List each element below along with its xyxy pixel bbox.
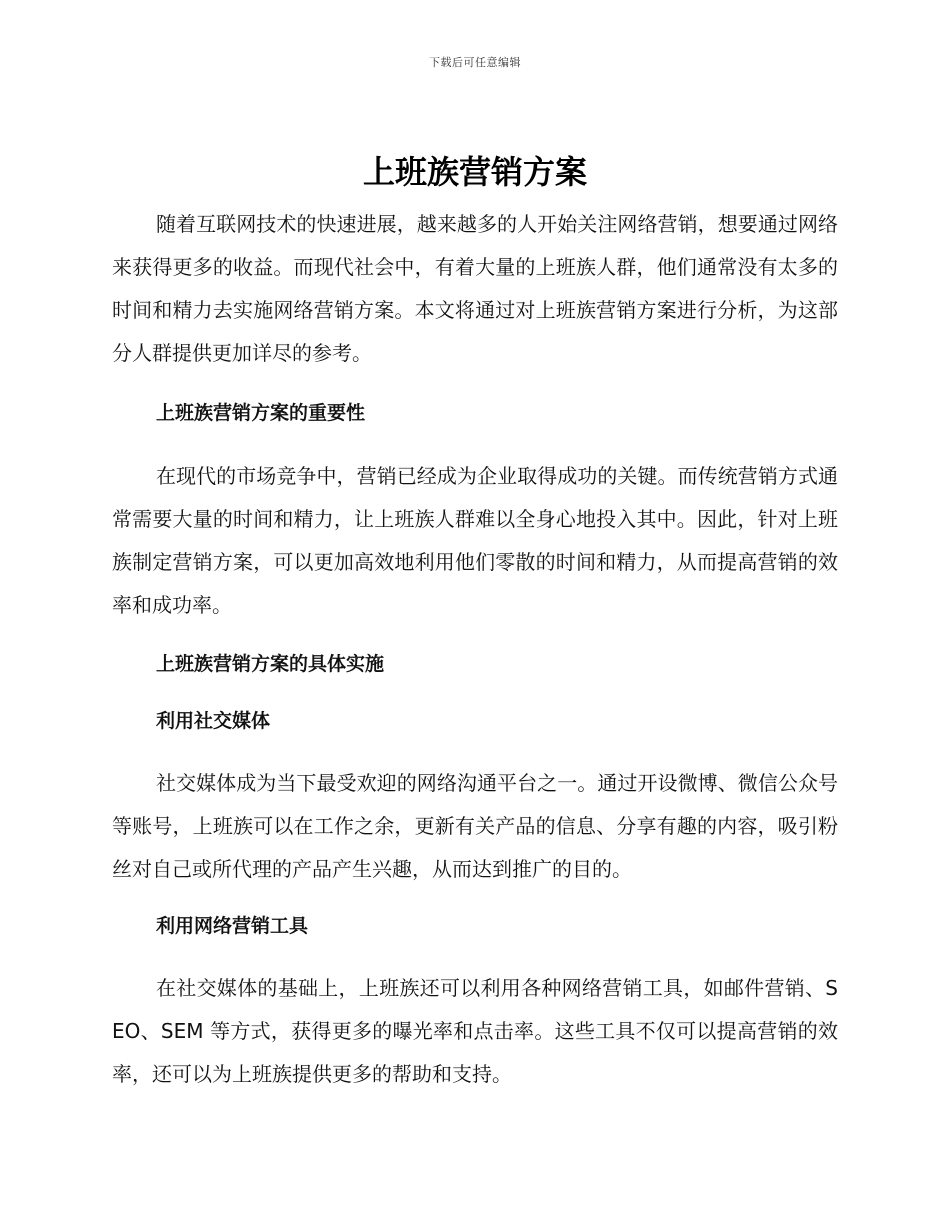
section-paragraph: 社交媒体成为当下最受欢迎的网络沟通平台之一。通过开设微博、微信公众号等账号，上班族可以在工作之余，更新有关产品的信息、分享有趣的内容，吸引粉丝对自己或所代理的产品产生兴趣，从而达到推广的目的。: [112, 771, 838, 881]
section-heading: 利用社交媒体: [156, 710, 271, 732]
section-importance-body: [112, 455, 838, 627]
page-header-note: 下载后可任意编辑: [429, 56, 521, 69]
section-heading: 上班族营销方案的具体实施: [156, 653, 385, 675]
section-social-media-body: [112, 762, 838, 891]
section-heading: 上班族营销方案的重要性: [156, 402, 366, 424]
section-importance: [112, 398, 838, 428]
section-marketing-tools: [112, 911, 838, 941]
section-social-media: [112, 706, 838, 736]
document-title: 上班族营销方案: [362, 153, 587, 191]
intro-paragraph: 随着互联网技术的快速进展，越来越多的人开始关注网络营销，想要通过网络来获得更多的收益。而现代社会中，有着大量的上班族人群，他们通常没有太多的时间和精力去实施网络营销方案。本文将通过对上班族营销方案进行分析，为这部分人群提供更加详尽的参考。: [112, 212, 838, 365]
section-paragraph: 在现代的市场竞争中，营销已经成为企业取得成功的关键。而传统营销方式通常需要大量的时间和精力，让上班族人群难以全身心地投入其中。因此，针对上班族制定营销方案，可以更加高效地利用他们零散的时间和精力，从而提高营销的效率和成功率。: [112, 464, 838, 617]
section-marketing-tools-body: [112, 967, 838, 1096]
intro-block: [112, 203, 838, 375]
section-paragraph: 在社交媒体的基础上，上班族还可以利用各种网络营销工具，如邮件营销、SEO、SEM 等方式，获得更多的曝光率和点击率。这些工具不仅可以提高营销的效率，还可以为上班族提供更多的帮助和支持。: [112, 976, 838, 1086]
section-heading: 利用网络营销工具: [156, 915, 309, 937]
section-implementation: [112, 649, 838, 679]
